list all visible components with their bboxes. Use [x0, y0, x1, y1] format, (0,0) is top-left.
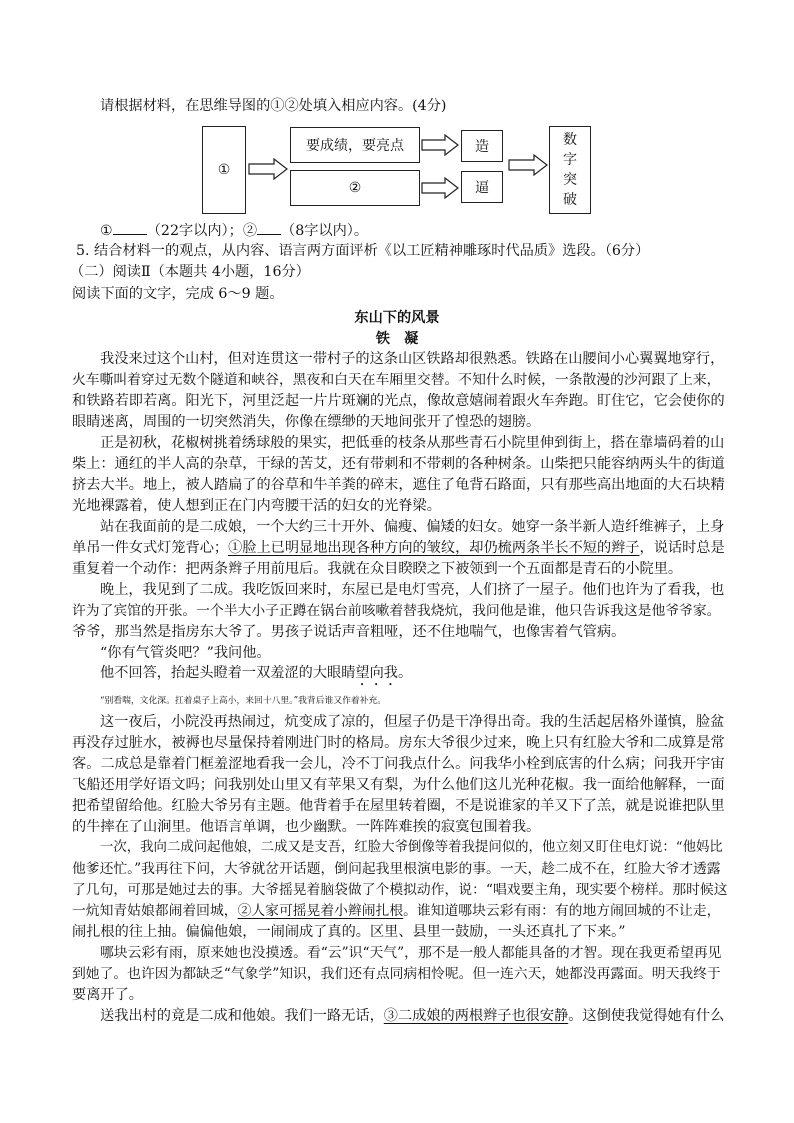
paragraph-line: 哪块云彩有雨，原来她也没摸透。看“云”识“天气”，那不是一般人都能具备的才智。现在我更希望再见 [100, 945, 722, 961]
paragraph-line: 晚上，我见到了二成。我吃饭回来时，东屋已是电灯雪亮，人们挤了一屋子。他们也许为了看我，也 [100, 582, 725, 598]
text-span: 他不回答，抬起头瞪着一双羞涩的大眼睛 [100, 665, 356, 681]
arrow-right-icon [508, 154, 548, 176]
reading-instruction: 阅读下面的文字，完成 6～9 题。 [72, 286, 284, 302]
arrow-right-icon [421, 134, 459, 156]
text-span: ，说话时总是 [639, 540, 725, 556]
paragraph-line [100, 1006, 724, 1026]
paragraph-line [72, 538, 724, 558]
paragraph-line: 我没来过这个山村，但对连贯这一带村子的这条山区铁路却很熟悉。铁路在山腰间小心翼翼地穿行， [100, 351, 725, 367]
paragraph-line: 的牛摔在了山涧里。他语言单调，也少幽默。一阵阵难挨的寂寞包围着我。 [72, 819, 541, 835]
paragraph-line: 把希望留给他。红脸大爷另有主题。他背着手在屋里转着圈，不是说谁家的羊又下了羔，就是说谁把队里 [72, 798, 725, 814]
diagram-box-top: 要成绩，要亮点 [290, 127, 420, 163]
underlined-sentence-2: ②人家可摇晃着小辫闹扎根 [237, 903, 404, 919]
text-span: 送我出村的竟是二成和他娘。我们一路无话， [100, 1008, 384, 1024]
paragraph-line: 爷爷，那当然是指房东大爷了。男孩子说话声音粗哑，还不住地喘气，也像害着气管病。 [72, 624, 626, 640]
diagram-box-1: ① [202, 126, 246, 214]
paragraph-line: 许为了宾馆的开张。一个半大小子正蹲在锅台前咳嗽着替我烧炕，我问他是谁，他只告诉我这是他爷爷家。 [72, 603, 721, 619]
underlined-sentence-1: ①脸上已明显地出现各种方向的皱纹，却仍梳两条半长不短的辫子 [228, 540, 640, 556]
answer-label-2: ② [242, 223, 258, 239]
q4-instruction: 请根据材料，在思维导图的①②处填入相应内容。(4分) [100, 98, 447, 114]
arrow-right-icon [421, 177, 459, 199]
text-span: 。 [397, 665, 413, 681]
text-span: 单吊一件女式灯笼背心； [72, 540, 229, 556]
result-char: 突 [563, 172, 577, 188]
paragraph-line: 了几句，可那是她过去的事。大爷摇晃着脑袋做了个模拟动作，说：“唱戏要主角，现实要个榜样。那时候这 [72, 882, 728, 898]
paragraph-line: 闹扎根的往上抽。偏偏他娘，一闹闹成了真的。区里、县里一鼓励，一头还真扎了下来。” [72, 924, 626, 940]
diagram-box-bi: 逼 [461, 171, 503, 203]
paragraph-line: “别看喘，文化深。扛着桌子上高小，来回十八里。”我背后谁又作着补充。 [100, 696, 387, 706]
paragraph-line [72, 901, 724, 921]
paragraph-line: 一次，我向二成问起他娘，二成又是支吾，红脸大爷倒像等着我提问似的，他立刻又盯住电灯说：“他妈比 [100, 840, 723, 855]
article-author: 铁 凝 [375, 331, 419, 347]
text-span: 。这倒使我觉得她有什么 [568, 1008, 725, 1024]
q5-text: 5. 结合材料一的观点，从内容、语言两方面评析《以工匠精神雕琢时代品质》选段。（6分） [76, 243, 650, 259]
paragraph-line: 挤去大半。地上，被人踏扁了的谷草和牛羊粪的碎末，遮住了龟背石路面，只有那些高出地面的大石块精 [72, 477, 725, 493]
diagram-box-zao: 造 [461, 130, 503, 162]
paragraph-line: 正是初秋，花椒树挑着绣球般的果实，把低垂的枝条从那些青石小院里伸到街上，搭在靠墙码着的山 [100, 435, 725, 451]
paragraph-line: 火车嘶叫着穿过无数个隧道和峡谷，黑夜和白天在车厢里交替。不知什么时候，一条散漫的沙河跟了上来， [72, 372, 721, 388]
answer-limit-1: （22字以内）； [146, 223, 243, 239]
section-heading: （二）阅读Ⅱ（本题共 4小题，16分） [70, 264, 310, 280]
paragraph-line: 这一夜后，小院没再热闹过，炕变成了凉的，但屋子仍是干净得出奇。我的生活起居格外谨慎，脸盆 [100, 714, 725, 730]
diagram-box-result [549, 126, 591, 214]
answer-blank-1[interactable] [113, 222, 147, 235]
paragraph-line: “你有气管炎吧？”我问他。 [100, 645, 271, 661]
paragraph-line: 重复着一个动作：把两条辫子用前甩后。我就在众目睽睽之下被领到一个五面都是青石的小院里。 [72, 561, 683, 577]
diagram-box-bottom: ② [290, 170, 420, 206]
paragraph-line: 要离开了。 [72, 987, 143, 1003]
paragraph-line: 柴上：通红的半人高的杂草，干绿的苦艾，还有带刺和不带刺的各种树条。山柴把只能容纳两头牛的街道 [72, 456, 725, 472]
paragraph-line [100, 663, 724, 689]
answer-label-1: ① [100, 223, 113, 239]
paragraph-line: 和铁路若即若离。阳光下，河里泛起一片片斑斓的光点，像故意嬉闹着跟火车奔跑。盯住它，它会使你的 [72, 393, 725, 409]
paragraph-line: 飞船还用学好语文吗；问我别处山里又有苹果又有梨，为什么他们这儿光种花椒。我一面给他解释，一面 [72, 777, 725, 793]
result-char: 破 [563, 192, 577, 208]
result-char: 数 [563, 132, 577, 148]
text-span: 。谁知道哪块云彩有雨：有的地方闹回城的不让走， [403, 903, 721, 919]
article-title: 东山下的风景 [354, 310, 440, 326]
paragraph-line: 站在我面前的是二成娘，一个大约三十开外、偏瘦、偏矮的妇女。她穿一条半新人造纤维裤子，上身 [100, 519, 725, 535]
answer-limit-2: （8字以内）。 [281, 223, 369, 239]
answer-blank-2[interactable] [257, 222, 281, 235]
text-span: 一炕知青姑娘都闹着回城， [72, 903, 238, 919]
paragraph-line: 到她了。也许因为都缺乏“气象学”知识，我们还有点同病相怜呢。但一连六天，她都没再露面。明天我终于 [72, 966, 721, 982]
emphasized-word: 望向我 [355, 665, 398, 681]
paragraph-line: 他爹还忙。”我再往下问，大爷就岔开话题，倒问起我里根演电影的事。一天，趁二成不在，红脸大爷才透露 [72, 861, 721, 877]
paragraph-line: 客。二成总是靠着门框羞涩地看我一会儿，冷不丁问我点什么。问我华小栓到底害的什么病；问我开宇宙 [72, 756, 725, 772]
paragraph-line: 眼睛迷离，周围的一切突然消失，你像在缥缈的天地间张开了惶恐的翅膀。 [72, 414, 541, 430]
underlined-sentence-3: ③二成娘的两根辫子也很安静 [383, 1008, 569, 1024]
result-char: 字 [563, 152, 577, 168]
q4-answer-line [100, 221, 724, 241]
paragraph-line: 再没存过脏水，被褥也尽量保持着刚进门时的格局。房东大爷很少过来，晚上只有红脸大爷和二成算是常 [72, 735, 725, 751]
paragraph-line: 光地裸露着，使人想到正在门内弯腰干活的妇女的光脊梁。 [72, 498, 441, 514]
arrow-right-icon [248, 158, 288, 180]
